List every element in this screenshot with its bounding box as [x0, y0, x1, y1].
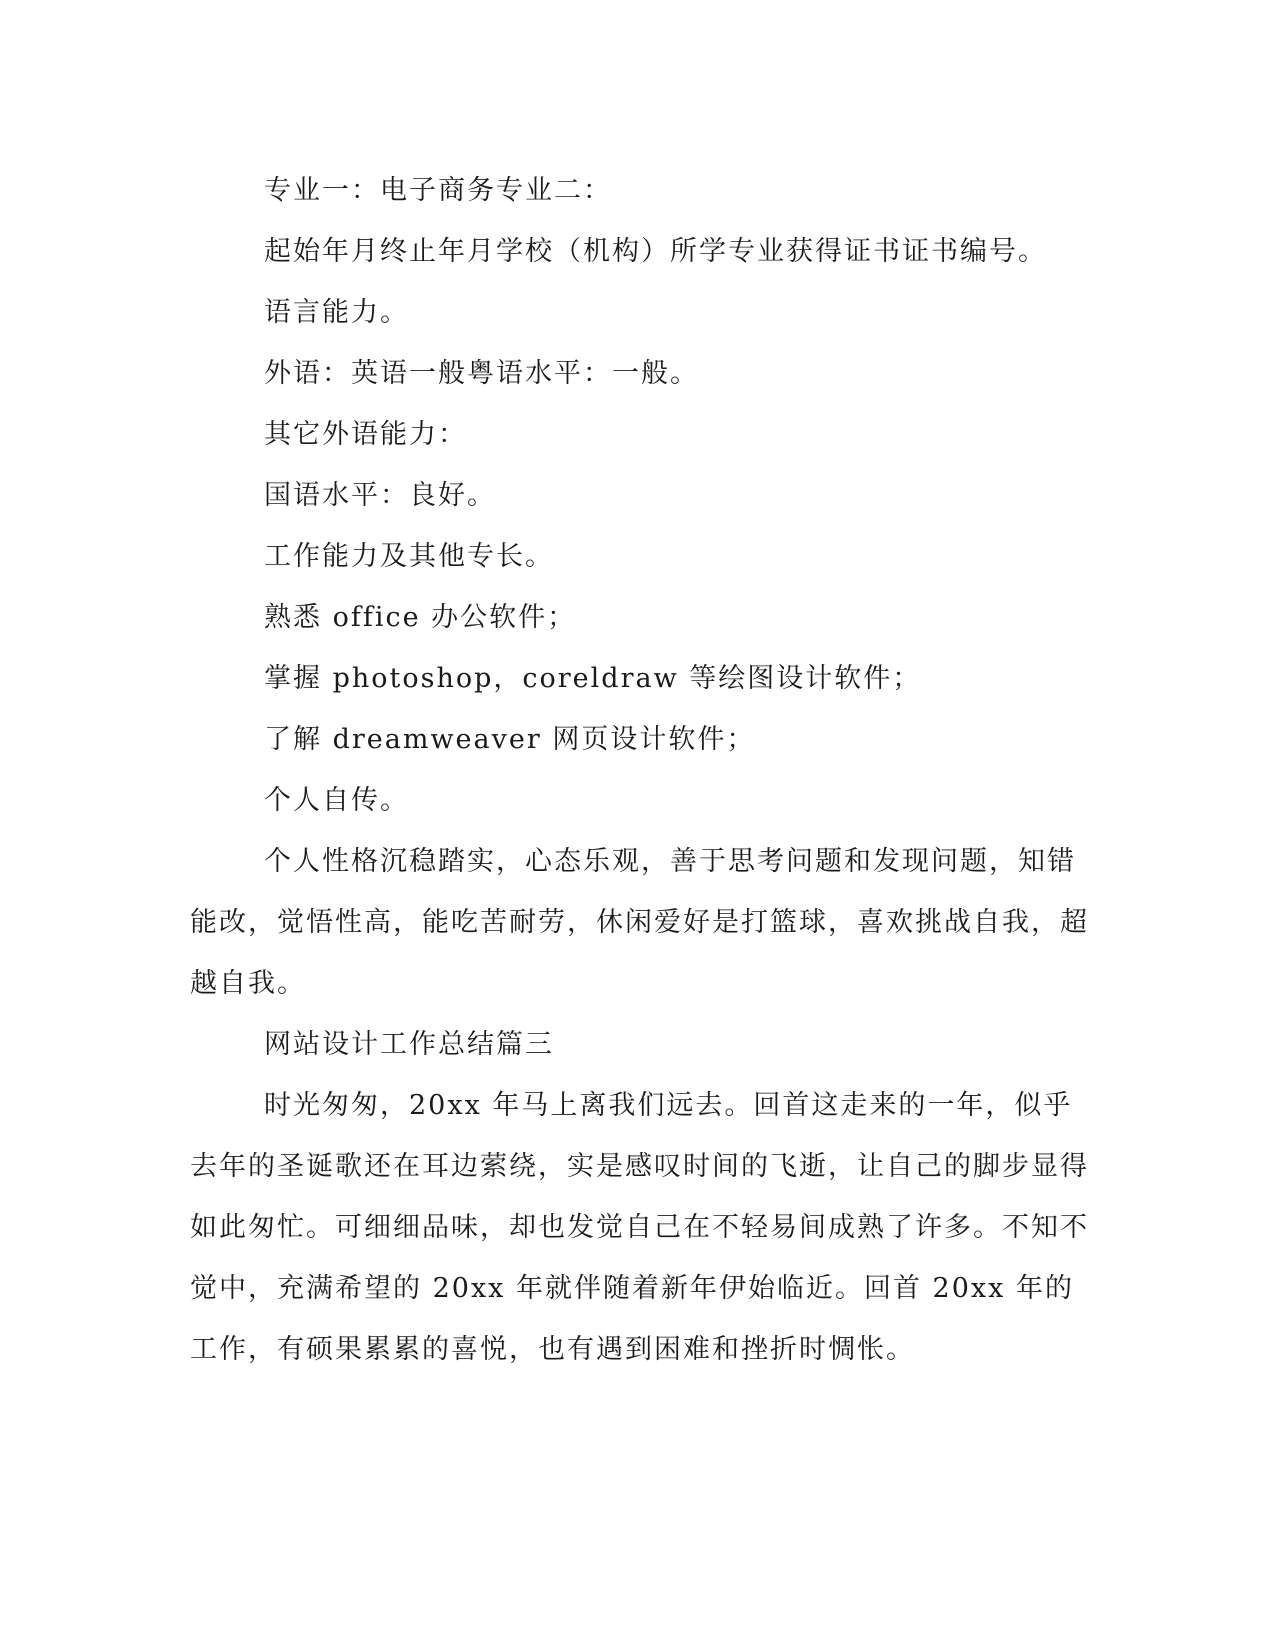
section-heading: 网站设计工作总结篇三 — [264, 1029, 554, 1060]
paragraph-language-ability: 语言能力。 — [264, 297, 409, 328]
paragraph-web-skill: 了解 dreamweaver 网页设计软件； — [264, 724, 756, 755]
paragraph-work-skills: 工作能力及其他专长。 — [264, 541, 554, 572]
paragraph-self-intro-heading: 个人自传。 — [264, 785, 409, 816]
paragraph-foreign-language: 外语：英语一般粤语水平：一般。 — [264, 358, 699, 389]
paragraph-education-header: 起始年月终止年月学校（机构）所学专业获得证书证书编号。 — [264, 236, 1047, 267]
paragraph-design-skill: 掌握 photoshop，coreldraw 等绘图设计软件； — [264, 663, 922, 694]
document-body — [190, 160, 1090, 1380]
paragraph-summary: 时光匆匆，20xx 年马上离我们远去。回首这走来的一年，似乎去年的圣诞歌还在耳边萦绕，实是感叹时间的飞逝，让自己的脚步显得如此匆忙。可细细品味，却也发觉自己在不轻易间成熟了许多。不知不觉中，充满希望的 20xx 年就伴随着新年伊始临近。回首 20xx 年的工作，有硕果累累的喜悦，也有遇到困难和挫折时惆怅。 — [190, 1090, 1089, 1365]
paragraph-majors: 专业一：电子商务专业二： — [264, 175, 612, 206]
paragraph-mandarin-level: 国语水平：良好。 — [264, 480, 496, 511]
paragraph-other-languages: 其它外语能力： — [264, 419, 467, 450]
paragraph-self-intro: 个人性格沉稳踏实，心态乐观，善于思考问题和发现问题，知错能改，觉悟性高，能吃苦耐劳，休闲爱好是打篮球，喜欢挑战自我，超越自我。 — [190, 846, 1089, 999]
paragraph-office-skill: 熟悉 office 办公软件； — [264, 602, 577, 633]
